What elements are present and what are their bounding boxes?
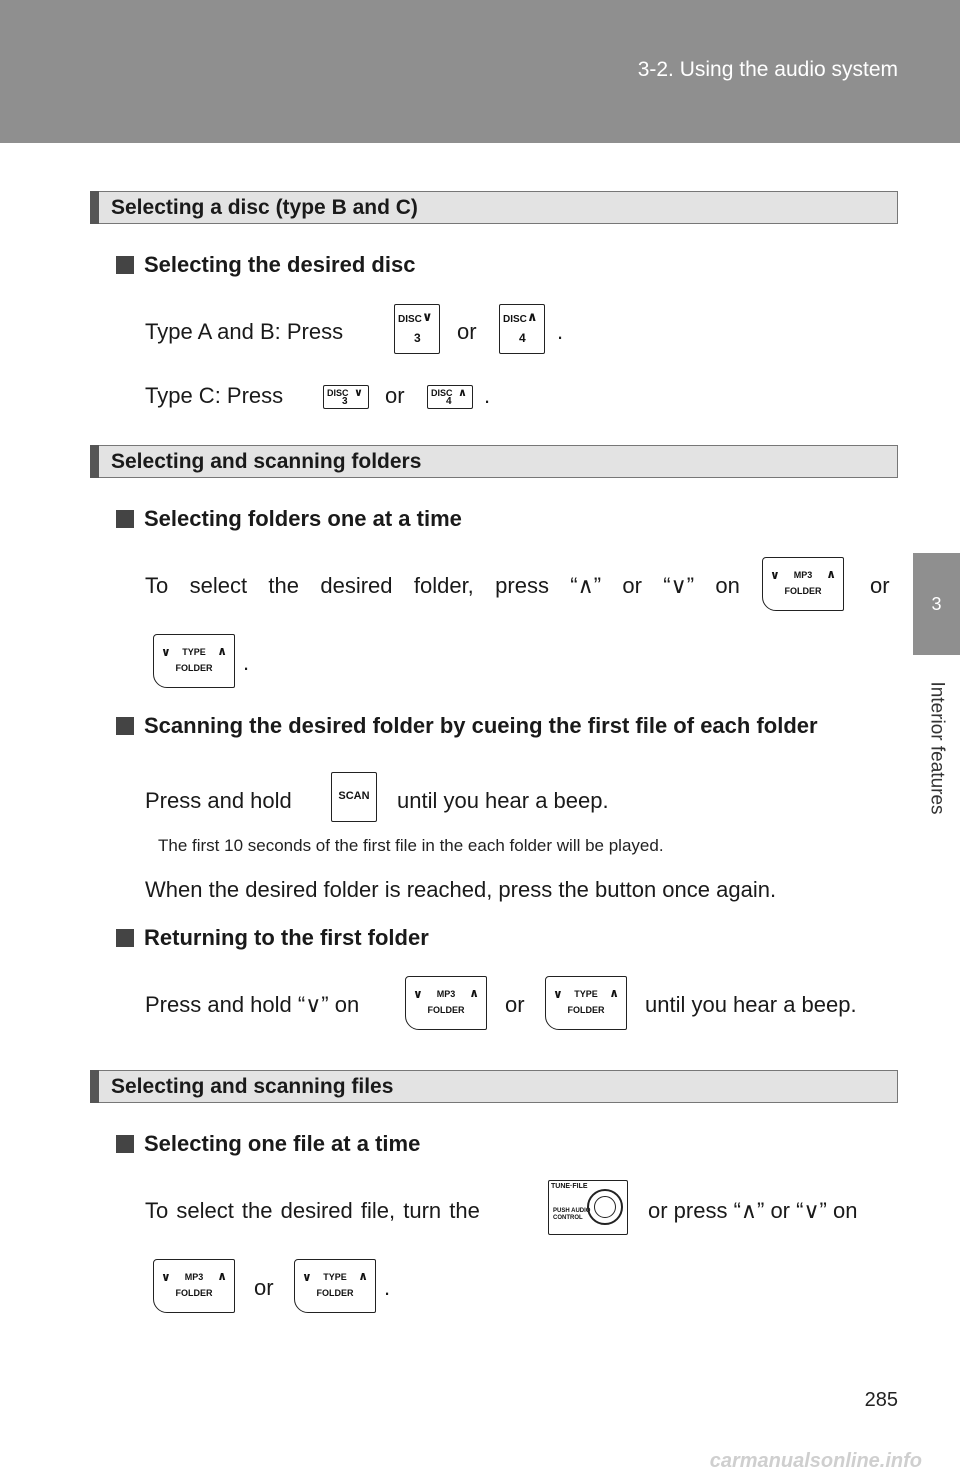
word: “∨” <box>663 573 695 598</box>
chevron-up-icon: ∧ <box>458 387 467 399</box>
chevron-down-icon: ∨ <box>553 987 563 1001</box>
word: or <box>622 573 642 598</box>
disc-down-button[interactable] <box>394 304 440 354</box>
word: To <box>145 573 169 598</box>
line-when-reached: When the desired folder is reached, press the button once again. <box>145 877 777 902</box>
period-text: . <box>384 1275 391 1300</box>
disc-up-button[interactable] <box>499 304 545 354</box>
button-label: MP3 <box>184 1272 204 1282</box>
type-folder-button[interactable] <box>545 976 627 1030</box>
chevron-down-icon: ∨ <box>354 387 363 399</box>
or-text: or <box>457 319 477 344</box>
period-text: . <box>484 383 491 408</box>
watermark: carmanualsonline.info <box>709 1450 922 1472</box>
subheading-desired-disc <box>116 247 896 283</box>
button-number: 3 <box>342 396 348 407</box>
button-number: 4 <box>519 331 526 345</box>
subheading-text: Selecting the desired disc <box>144 252 416 277</box>
button-label: FOLDER <box>567 1005 605 1015</box>
button-label: FOLDER <box>175 663 213 673</box>
subheading-folders-one-at-a-time <box>116 501 896 537</box>
subheading-text: Scanning the desired folder by cueing the first file of each folder <box>144 713 818 738</box>
button-label: FOLDER <box>175 1288 213 1298</box>
or-text: or <box>254 1275 274 1300</box>
square-bullet-icon <box>116 510 134 528</box>
type-folder-button[interactable] <box>294 1259 376 1313</box>
or-text: or <box>505 992 525 1017</box>
chapter-label <box>913 668 960 828</box>
section-heading-text: Selecting a disc (type B and C) <box>111 196 418 219</box>
section-heading-disc <box>90 191 898 224</box>
word: “∧” <box>570 573 602 598</box>
knob-label: TUNE·FILE <box>551 1183 588 1190</box>
line-type-ab-prefix: Type A and B: Press <box>145 319 344 344</box>
chevron-down-icon: ∨ <box>422 309 433 324</box>
page-number: 285 <box>864 1389 898 1411</box>
scan-button[interactable] <box>331 772 377 822</box>
subheading-returning-first-folder <box>116 920 896 956</box>
button-label: DISC <box>503 314 527 325</box>
square-bullet-icon <box>116 717 134 735</box>
word: the <box>268 573 300 598</box>
button-label: SCAN <box>338 790 370 802</box>
disc-up-small-button[interactable] <box>427 385 473 409</box>
word: desired <box>320 573 393 598</box>
section-heading-files <box>90 1070 898 1103</box>
word: select <box>189 573 248 598</box>
knob-sublabel: PUSH AUDIO CONTROL <box>553 1208 591 1221</box>
square-bullet-icon <box>116 1135 134 1153</box>
knob-dial-icon <box>587 1189 623 1225</box>
button-label: TYPE <box>323 1272 347 1282</box>
subheading-one-file <box>116 1126 896 1162</box>
word: folder, <box>413 573 474 598</box>
subheading-text: Returning to the first folder <box>144 925 429 950</box>
chevron-up-icon: ∧ <box>358 1269 368 1283</box>
button-number: 4 <box>446 396 452 407</box>
line-select-file-prefix: To select the desired file, turn the <box>145 1198 480 1223</box>
or-text: or <box>870 573 890 598</box>
word: press <box>495 573 549 598</box>
mp3-folder-button[interactable] <box>153 1259 235 1313</box>
square-bullet-icon <box>116 256 134 274</box>
note-first-10-seconds: The first 10 seconds of the first file in the each folder will be played. <box>158 836 664 855</box>
period-text: . <box>557 319 564 344</box>
section-heading-folders <box>90 445 898 478</box>
chevron-down-icon: ∨ <box>161 645 171 659</box>
chevron-up-icon: ∧ <box>826 567 836 581</box>
chevron-down-icon: ∨ <box>161 1270 171 1284</box>
chevron-down-icon: ∨ <box>302 1270 312 1284</box>
line-type-c-prefix: Type C: Press <box>145 383 284 408</box>
section-title: 3-2. Using the audio system <box>637 58 898 81</box>
chevron-down-icon: ∨ <box>413 987 423 1001</box>
line-select-folder <box>145 571 740 601</box>
line-until-beep: until you hear a beep. <box>397 788 609 813</box>
button-number: 3 <box>414 331 421 345</box>
chevron-up-icon: ∧ <box>527 309 538 324</box>
button-label: FOLDER <box>316 1288 354 1298</box>
chevron-up-icon: ∧ <box>217 1269 227 1283</box>
subheading-text: Selecting one file at a time <box>144 1131 421 1156</box>
word: on <box>715 573 740 598</box>
chevron-up-icon: ∧ <box>469 986 479 1000</box>
tune-file-knob[interactable] <box>548 1180 628 1235</box>
button-label: FOLDER <box>784 586 822 596</box>
button-label: DISC <box>431 388 453 398</box>
button-label: MP3 <box>793 570 813 580</box>
type-folder-button[interactable] <box>153 634 235 688</box>
chapter-label-text: Interior features <box>926 681 948 815</box>
line-return-suffix: until you hear a beep. <box>645 992 857 1017</box>
button-label: DISC <box>327 388 349 398</box>
chevron-up-icon: ∧ <box>217 644 227 658</box>
chevron-down-icon: ∨ <box>770 568 780 582</box>
mp3-folder-button[interactable] <box>405 976 487 1030</box>
subheading-scanning-folder <box>116 708 896 744</box>
section-heading-text: Selecting and scanning files <box>111 1075 394 1098</box>
or-text: or <box>385 383 405 408</box>
button-label: FOLDER <box>427 1005 465 1015</box>
chapter-tab <box>913 553 960 655</box>
chapter-number: 3 <box>931 593 942 614</box>
button-label: DISC <box>398 314 422 325</box>
mp3-folder-button[interactable] <box>762 557 844 611</box>
button-label: TYPE <box>182 647 206 657</box>
subheading-text: Selecting folders one at a time <box>144 506 462 531</box>
disc-down-small-button[interactable] <box>323 385 369 409</box>
line-select-file-suffix: or press “∧” or “∨” on <box>648 1198 858 1223</box>
section-heading-text: Selecting and scanning folders <box>111 450 422 473</box>
chevron-up-icon: ∧ <box>609 986 619 1000</box>
page-header <box>0 0 960 143</box>
square-bullet-icon <box>116 929 134 947</box>
period-text: . <box>243 650 250 675</box>
line-return-prefix: Press and hold “∨” on <box>145 992 360 1017</box>
line-press-hold: Press and hold <box>145 788 292 813</box>
button-label: MP3 <box>436 989 456 999</box>
button-label: TYPE <box>574 989 598 999</box>
